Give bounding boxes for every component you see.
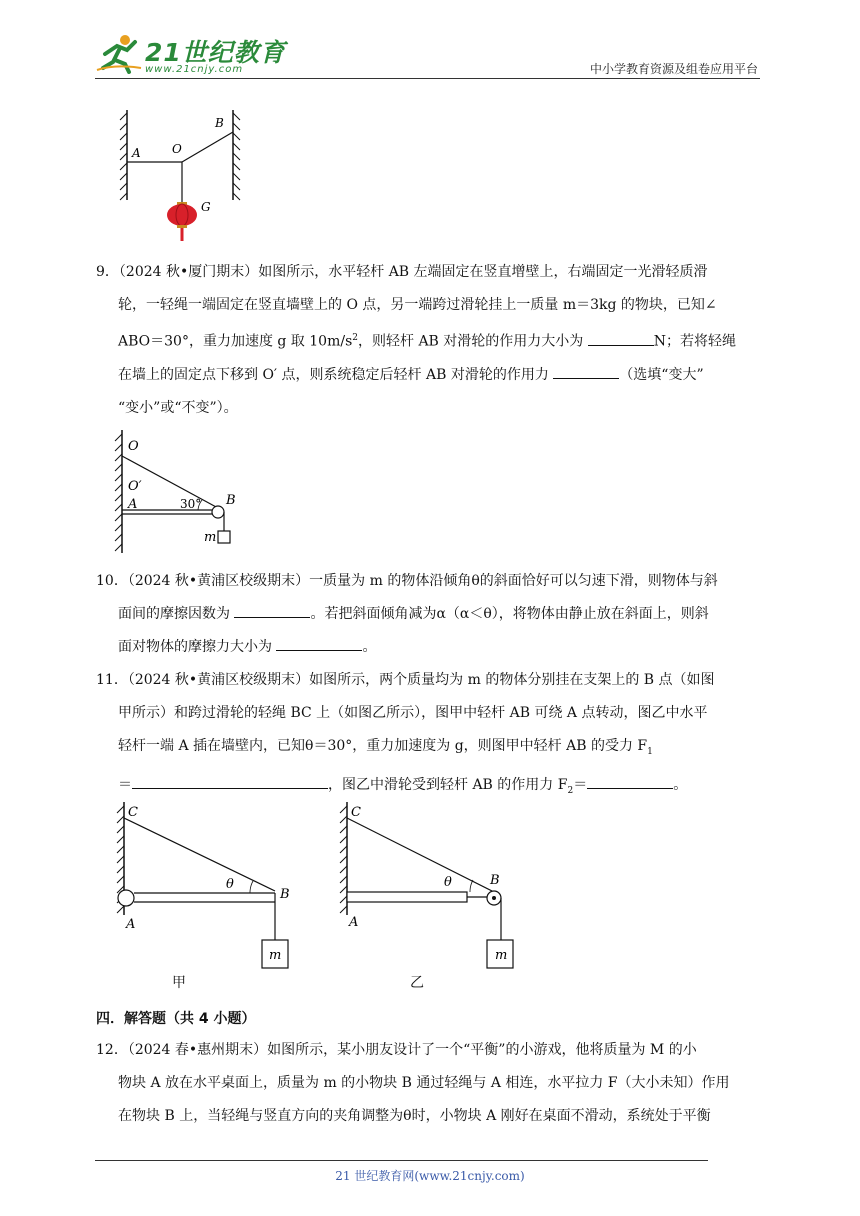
question-10 [96,565,766,664]
question-11 [96,664,766,808]
q9-line-4a: 在墙上的固定点下移到 O′ 点，则系统稳定后轻杆 AB 对滑轮的作用力 [118,366,549,383]
q9-line-1: 9．（2024 秋•厦门期末）如图所示，水平轻杆 AB 左端固定在竖直增壁上，右端固定一光滑轻质滑 [96,264,708,280]
q11-line-3-sub: 1 [647,746,653,757]
q11-line-4b: ，图乙中滑轮受到轻杆 AB 的作用力 F [328,776,568,793]
q12-line-3: 在物块 B 上，当轻绳与竖直方向的夹角调整为θ时，小物块 A 刚好在桌面不滑动，系统处于平衡 [118,1108,711,1124]
q10-line-2b: 。若把斜面倾角减为α（α＜θ），将物体由静止放在斜面上，则斜 [310,606,709,622]
q9-blank-1[interactable] [588,329,654,346]
q11-line-4d: 。 [673,776,688,793]
brand-logo-url: www.21cnjy.com [145,64,244,75]
label-theta: θ [226,877,234,892]
question-9 [96,256,766,425]
q10-line-2a: 面间的摩擦因数为 [118,606,230,622]
label-m: m [269,948,282,963]
label-m: m [204,530,217,545]
label-theta: θ [444,875,452,890]
q11-blank-2[interactable] [587,772,673,789]
q11-blank-1[interactable] [132,772,328,789]
q9-line-3-sup: 2 [352,333,358,343]
label-a: A [128,497,138,512]
q9-line-3a: ABO＝30°，重力加速度 g 取 10m/s [118,333,353,350]
label-angle: 30° [180,497,202,511]
label-o-prime: O′ [128,479,142,494]
question-12 [96,1034,766,1133]
q9-blank-2[interactable] [553,362,619,379]
footer-divider [95,1160,708,1161]
q11-line-4-sub: 2 [567,785,574,796]
label-c: C [128,805,138,820]
q11-figure-right-diagram [337,800,522,975]
q12-line-1: 12．（2024 春•惠州期末）如图所示，某小朋友设计了一个“平衡”的小游戏，他将质量为 M 的小 [96,1042,697,1058]
label-a: A [132,146,141,160]
label-m: m [495,948,508,963]
q11-figure-right-caption: 乙 [410,975,424,991]
q10-blank-2[interactable] [276,634,362,651]
q9-line-3c: N；若将轻绳 [653,333,737,350]
section-title: 四．解答题（共 4 小题） [96,1011,256,1027]
q9-line-5: “变小”或“不变”）。 [118,399,238,416]
q11-line-1: 11．（2024 秋•黄浦区校级期末）如图所示，两个质量均为 m 的物体分别挂在支架上的 B 点（如图 [96,672,715,688]
footer-link[interactable]: 21 世纪教育网(www.21cnjy.com) [335,1169,525,1183]
q11-figure-left-diagram [112,800,297,975]
label-o: O [128,439,139,454]
brand-logo-icon [95,34,143,74]
brand-logo-text: 21世纪教育 [145,38,286,67]
q11-line-4c: ＝ [573,776,588,793]
q12-line-2: 物块 A 放在水平桌面上，质量为 m 的小物块 B 通过轻绳与 A 相连，水平拉力 F（大小未知）作用 [118,1075,730,1091]
label-b: B [280,887,290,902]
figure-lantern-diagram [115,105,250,245]
header-divider [95,78,760,79]
q11-line-2: 甲所示）和跨过滑轮的轻绳 BC 上（如图乙所示），图甲中轻杆 AB 可绕 A 点转动，图乙中水平 [118,705,708,721]
q11-line-4a: ＝ [118,776,132,793]
q9-figure-diagram [110,428,240,558]
header-platform-name: 中小学教育资源及组卷应用平台 [589,62,758,76]
q10-line-1: 10．（2024 秋•黄浦区校级期末）一质量为 m 的物体沿倾角θ的斜面恰好可以匀速下滑，则物体与斜 [96,573,718,589]
label-a: A [349,915,359,930]
q9-line-2: 轮，一轻绳一端固定在竖直墙壁上的 O 点，另一端跨过滑轮挂上一质量 m＝3kg 的物块，已知∠ [118,297,717,313]
q11-figure-left-caption: 甲 [172,975,186,991]
label-b: B [490,873,500,888]
label-o: O [172,142,182,156]
q10-line-3b: 。 [362,639,377,655]
label-a: A [126,917,136,932]
q11-line-3a: 轻杆一端 A 插在墙壁内，已知θ＝30°，重力加速度为 g，则图甲中轻杆 AB 的受力 F [118,738,648,754]
q10-line-3a: 面对物体的摩擦力大小为 [118,639,272,655]
label-b: B [215,116,224,130]
q9-line-3b: ，则轻杆 AB 对滑轮的作用力大小为 [358,333,584,350]
label-b: B [226,493,236,508]
label-c: C [351,805,361,820]
q10-blank-1[interactable] [234,601,310,618]
q9-line-4b: （选填“变大” [619,366,704,383]
label-g: G [201,200,211,214]
